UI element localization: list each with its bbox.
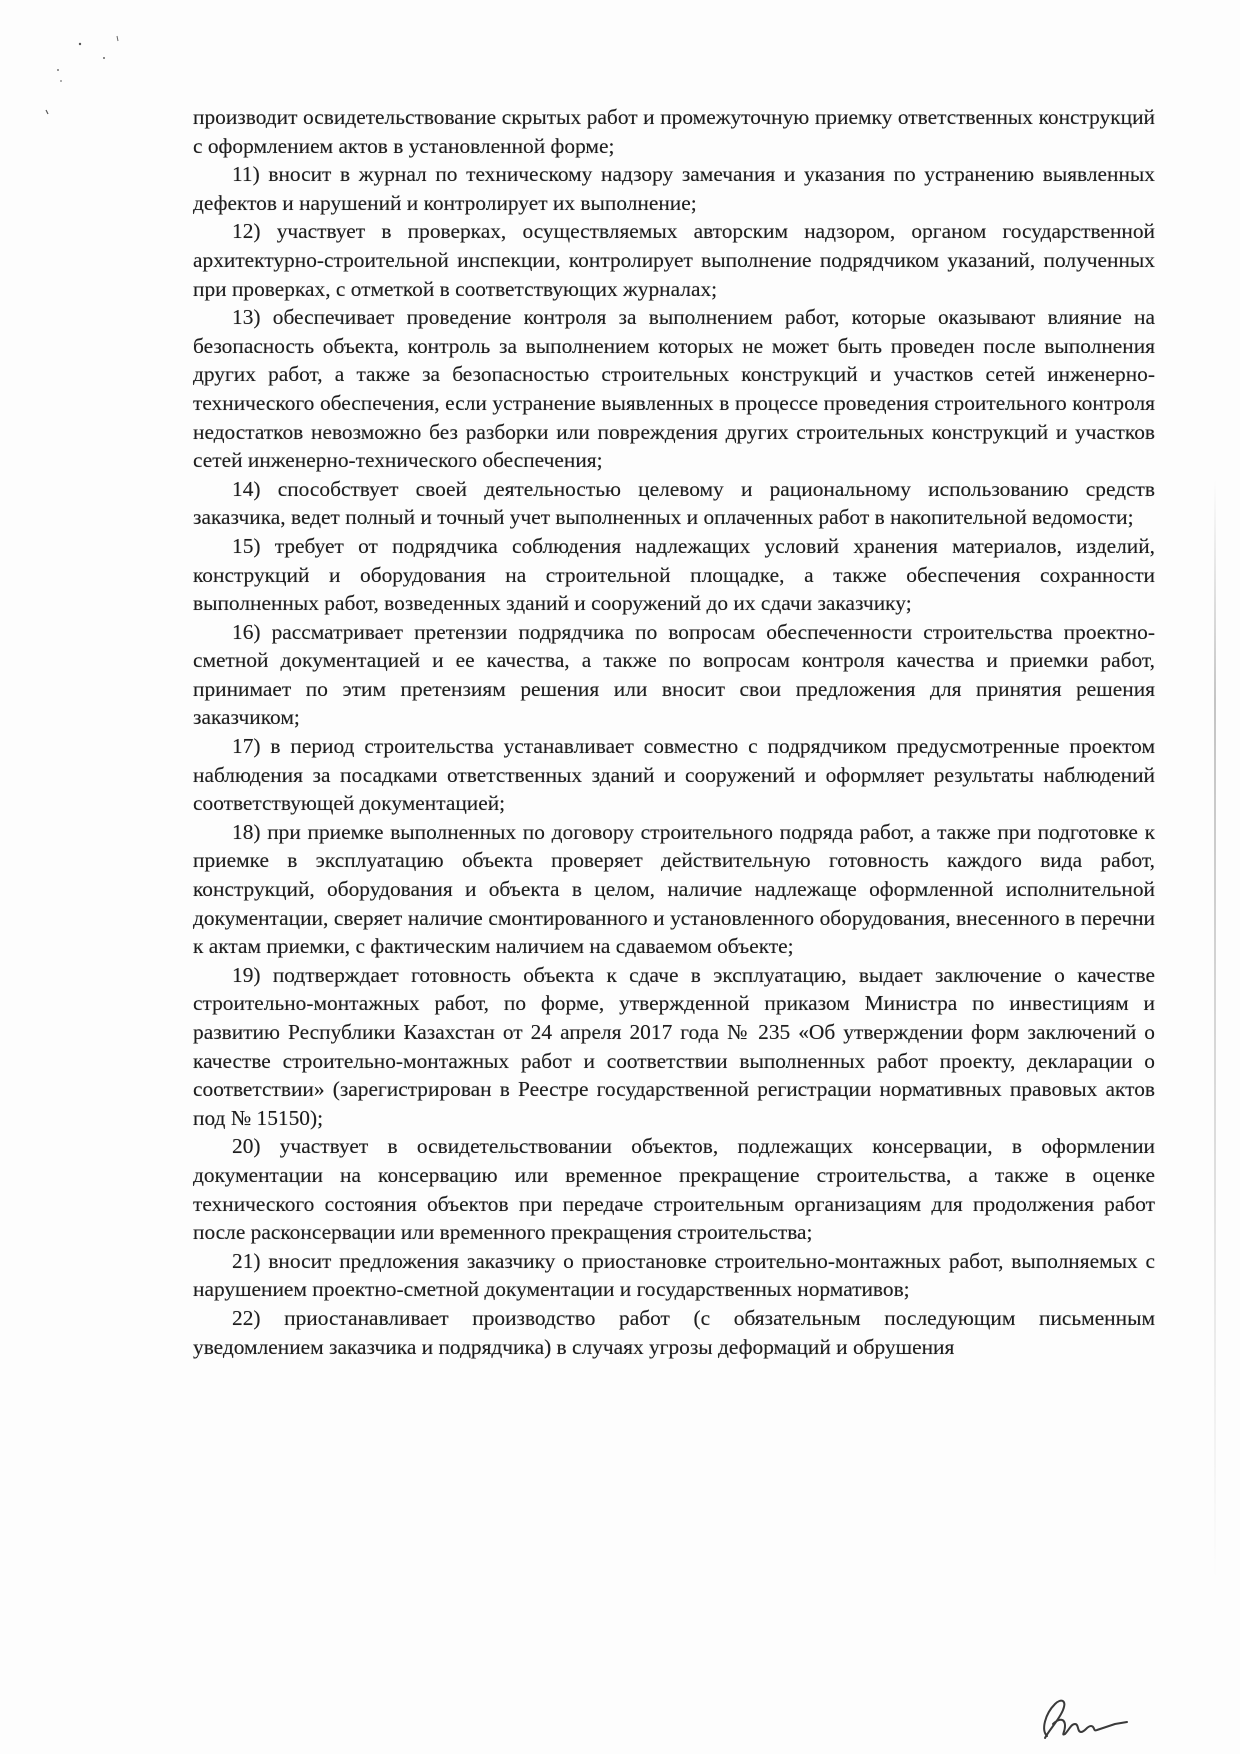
paragraph-item-11: 11) вносит в журнал по техническому надзору замечания и указания по устранению выявленных дефектов и нарушений и контролирует их выполнение;	[193, 162, 1155, 215]
paragraph-item-19: 19) подтверждает готовность объекта к сдаче в эксплуатацию, выдает заключение о качестве строительно-монтажных работ, по форме, утвержденной приказом Министра по инвестициям и развитию Республики Казахстан от 24 апреля 2017 года № 235 «Об утверждении форм заключений о качестве строительно-монтажных работ и соответствии выполненных работ проекту, декларации о соответствии» (зарегистрирован в Реестре государственной регистрации нормативных правовых актов под № 15150);	[193, 962, 1155, 1130]
paragraph-item-16: 16) рассматривает претензии подрядчика по вопросам обеспеченности строительства проектно-сметной документацией и ее качества, а также по вопросам контроля качества и приемки работ, принимает по этим претензиям решения или вносит свои предложения для принятия решения заказчиком;	[193, 619, 1155, 730]
paragraph-item-14: 14) способствует своей деятельностью целевому и рациональному использованию средств заказчика, ведет полный и точный учет выполненных и оплаченных работ в накопительной ведомости;	[193, 476, 1155, 530]
paragraph-item-15: 15) требует от подрядчика соблюдения надлежащих условий хранения материалов, изделий, конструкций и оборудования на строительной площадке, а также обеспечения сохранности выполненных работ, возведенных зданий и сооружений до их сдачи заказчику;	[193, 533, 1155, 616]
paragraph-continuation: производит освидетельствование скрытых работ и промежуточную приемку ответственных конструкций с оформлением актов в установленной форме;	[193, 105, 1155, 158]
paragraph-item-22: 22) приостанавливает производство работ (с обязательным последующим письменным уведомлением заказчика и подрядчика) в случаях угрозы деформаций и обрушения	[193, 1305, 1155, 1359]
paragraph-item-20: 20) участвует в освидетельствовании объектов, подлежащих консервации, в оформлении документации на консервацию или временное прекращение строительства, а также в оценке технического состояния объектов при передаче строительным организациям для продолжения работ после расконсервации или временного прекращения строительства;	[193, 1134, 1155, 1245]
paragraph-item-12: 12) участвует в проверках, осуществляемых авторским надзором, органом государственной архитектурно-строительной инспекции, контролирует выполнение подрядчиком указаний, полученных при проверках, с отметкой в соответствующих журналах;	[193, 219, 1155, 301]
scan-edge-shadow	[1214, 480, 1216, 1580]
paragraph-item-13: 13) обеспечивает проведение контроля за выполнением работ, которые оказывают влияние на безопасность объекта, контроль за выполнением которых не может быть проведен после выполнения других работ, а также за безопасностью строительных конструкций и участков сетей инженерно-технического обеспечения, если устранение выявленных в процессе проведения строительного контроля недостатков невозможно без разборки или повреждения других строительных конструкций и участков сетей инженерно-технического обеспечения;	[193, 305, 1155, 473]
paragraph-item-17: 17) в период строительства устанавливает совместно с подрядчиком предусмотренные проектом наблюдения за посадками ответственных зданий и сооружений и оформляет результаты наблюдений соответствующей документацией;	[193, 734, 1155, 816]
handwritten-signature-icon	[1035, 1690, 1135, 1746]
scan-dust-marks	[0, 0, 200, 140]
paragraph-item-18: 18) при приемке выполненных по договору строительного подряда работ, а также при подготовке к приемке в эксплуатацию объекта проверяет действительную готовность каждого вида работ, конструкций, оборудования и объекта в целом, наличие надлежаще оформленной исполнительной документации, сверяет наличие смонтированного и установленного оборудования, внесенного в перечни к актам приемки, с фактическим наличием на сдаваемом объекте;	[193, 819, 1155, 959]
paragraph-item-21: 21) вносит предложения заказчику о приостановке строительно-монтажных работ, выполняемых с нарушением проектно-сметной документации и государственных нормативов;	[193, 1248, 1155, 1302]
document-body	[193, 103, 1155, 1361]
